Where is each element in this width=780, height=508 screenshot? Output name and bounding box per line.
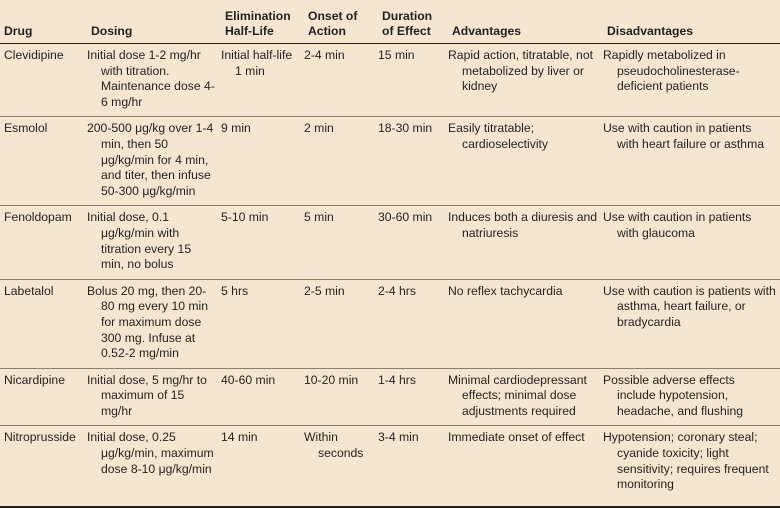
cell-dosing: Initial dose, 5 mg/hr to maximum of 15 mg/hr — [87, 372, 207, 418]
cell-duration: 2-4 hrs — [378, 283, 416, 298]
cell-drug: Clevidipine — [4, 48, 64, 62]
cell-onset: 2-4 min — [304, 48, 345, 62]
cell-dosing: Bolus 20 mg, then 20-80 mg every 10 min for maximum dose 300 mg. Infuse at 0.52-2 mg/min — [87, 283, 209, 361]
cell-onset: 2-5 min — [304, 283, 345, 298]
cell-duration: 15 min — [378, 48, 415, 62]
cell-duration: 30-60 min — [378, 210, 433, 225]
cell-advantages: Easily titratable; cardioselectivity — [448, 121, 549, 151]
cell-drug: Nitroprusside — [4, 430, 76, 445]
cell-disadvantages: Use with caution in patients with glaucoma — [603, 210, 752, 240]
cell-duration: 1-4 hrs — [378, 372, 416, 387]
cell-onset: Within seconds — [304, 430, 364, 461]
cell-disadvantages: Possible adverse effects include hypotension, headache, and flushing — [603, 372, 744, 418]
cell-dosing: Initial dose 1-2 mg/hr with titration. Maintenance dose 4-6 mg/hr — [87, 48, 215, 109]
table-row — [0, 426, 780, 499]
table-header-row — [0, 0, 780, 44]
cell-dosing: Initial dose, 0.1 μg/kg/min with titration every 15 min, no bolus — [87, 210, 192, 272]
cell-advantages: No reflex tachycardia — [448, 283, 563, 298]
cell-disadvantages: Use with caution in patients with heart failure or asthma — [603, 121, 764, 151]
header-disadvantages: Disadvantages — [607, 24, 694, 38]
cell-duration: 3-4 min — [378, 430, 419, 445]
table-row — [0, 117, 780, 206]
header-advantages: Advantages — [452, 24, 522, 38]
table-row — [0, 368, 780, 426]
cell-half-life: 40-60 min — [221, 372, 276, 387]
table-row — [0, 206, 780, 279]
cell-half-life: Initial half-life 1 min — [221, 48, 293, 78]
cell-disadvantages: Use with caution is patients with asthma, heart failure, or bradycardia — [603, 283, 776, 329]
cell-dosing: 200-500 μg/kg over 1-4 min, then 50 μg/kg/min for 4 min, and titer, then infuse 50-300 μg/kg/min — [87, 121, 214, 198]
cell-half-life: 5 hrs — [221, 283, 249, 298]
header-dosing: Dosing — [91, 24, 133, 38]
header-duration: Duration of Effect — [382, 9, 433, 38]
table-row — [0, 44, 780, 117]
cell-drug: Esmolol — [4, 121, 48, 136]
header-drug: Drug — [4, 24, 33, 38]
cell-onset: 10-20 min — [304, 372, 359, 387]
cell-disadvantages: Hypotension; coronary steal; cyanide toxicity; light sensitivity; requires frequent monitoring — [603, 430, 769, 492]
header-onset: Onset of Action — [308, 9, 358, 38]
cell-advantages: Induces both a diuresis and natriuresis — [448, 210, 598, 240]
cell-duration: 18-30 min — [378, 121, 433, 136]
table-row — [0, 279, 780, 368]
cell-drug: Fenoldopam — [4, 210, 72, 225]
cell-onset: 5 min — [304, 210, 334, 225]
cell-drug: Nicardipine — [4, 372, 65, 387]
cell-half-life: 14 min — [221, 430, 258, 445]
cell-advantages: Minimal cardiodepressant effects; minimal dose adjustments required — [448, 372, 587, 418]
cell-half-life: 5-10 min — [221, 210, 269, 225]
header-half-life: Elimination Half-Life — [225, 9, 291, 38]
cell-advantages: Rapid action, titratable, not metabolized by liver or kidney — [448, 48, 593, 94]
cell-onset: 2 min — [304, 121, 334, 136]
cell-disadvantages: Rapidly metabolized in pseudocholinesterase-deficient patients — [603, 48, 740, 94]
cell-drug: Labetalol — [4, 283, 54, 298]
cell-half-life: 9 min — [221, 121, 251, 136]
cell-dosing: Initial dose, 0.25 μg/kg/min, maximum dose 8-10 μg/kg/min — [87, 430, 214, 476]
cell-advantages: Immediate onset of effect — [448, 430, 585, 445]
